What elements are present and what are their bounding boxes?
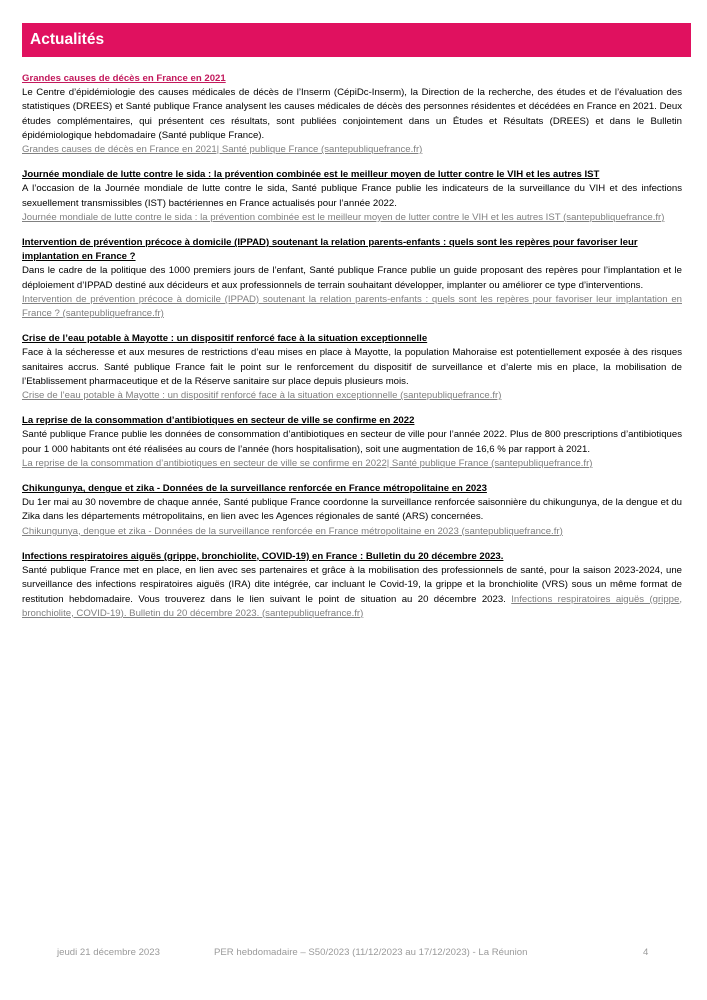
news-item <box>22 332 682 403</box>
news-item <box>22 482 682 539</box>
news-item-title: Journée mondiale de lutte contre le sida : la prévention combinée est le meilleur moyen de lutter contre le VIH et les autres IST <box>22 169 600 181</box>
news-item-title: Intervention de prévention précoce à domicile (IPPAD) soutenant la relation parents-enfants : quels sont les repères pour favoriser leur implantation en France ? <box>22 237 638 263</box>
page-number: 4 <box>643 947 649 958</box>
news-item-body: Du 1er mai au 30 novembre de chaque année, Santé publique France coordonne la surveillance renforcée saisonnière du chikungunya, de la dengue et du Zika dans les départements métropolitains, en lien avec les Agences régionales de santé (ARS) concernées. <box>22 497 682 523</box>
news-item-body: Le Centre d’épidémiologie des causes médicales de décès de l’Inserm (CépiDc-Inserm), la Direction de la recherche, des études et de l’évaluation des statistiques (DREES) et Santé publique France analysent les causes médicales de décès des personnes résidentes et décédées en France en 2021. Deux études complémentaires, qui présentent ces résultats, sont publiées conjointement dans un Études et Résultats (DREES) et dans le Bulletin épidémiologique hebdomadaire (Santé publique France). <box>22 87 682 141</box>
news-item-body-with-link <box>22 564 682 621</box>
news-list <box>22 72 682 632</box>
news-item-body: A l’occasion de la Journée mondiale de lutte contre le sida, Santé publique France publie les indicateurs de la surveillance du VIH et des infections sexuellement transmissibles (IST) bactériennes en France actualisés pour l’année 2022. <box>22 183 682 209</box>
news-item-title: Infections respiratoires aiguës (grippe, bronchiolite, COVID-19) en France : Bulletin du 20 décembre 2023. <box>22 550 504 562</box>
news-item-body: Face à la sécheresse et aux mesures de restrictions d’eau mises en place à Mayotte, la population Mahoraise est potentiellement exposée à des risques sanitaires accrus. Santé publique France fait le point sur le renforcement du dispositif de surveillance et d’alerte mis en place, la mobilisation de l’Etablissement pharmaceutique et de la Réserve sanitaire sur place depuis plusieurs mois. <box>22 347 682 387</box>
news-item-body: Santé publique France met en place, en lien avec ses partenaires et grâce à la mobilisation des professionnels de santé, pour la saison 2023-2024, une surveillance des infections respiratoires aiguës (IRA) dite intégrée, car incluant le Covid-19, la grippe et la bronchiolite (VRS) sous un même format de restitution hebdomadaire. Vous trouverez dans le lien suivant le point de situation au 20 décembre 2023. <box>22 565 682 605</box>
news-item-link[interactable]: Crise de l’eau potable à Mayotte : un dispositif renforcé face à la situation exceptionnelle (santepubliquefrance.fr) <box>22 390 502 402</box>
news-item-link[interactable]: La reprise de la consommation d’antibiotiques en secteur de ville se confirme en 2022| Santé publique France (santepubliquefrance.fr) <box>22 457 593 469</box>
news-item-link[interactable]: Journée mondiale de lutte contre le sida : la prévention combinée est le meilleur moyen de lutter contre le VIH et les autres IST (santepubliquefrance.fr) <box>22 211 665 223</box>
news-item-link[interactable]: Grandes causes de décès en France en 2021| Santé publique France (santepubliquefrance.fr) <box>22 144 423 156</box>
news-item-link[interactable]: Infections respiratoires aiguës (grippe, bronchiolite, COVID-19). Bulletin du 20 décembre 2023. (santepubliquefrance.fr) <box>22 593 682 619</box>
news-item-link[interactable]: Chikungunya, dengue et zika - Données de la surveillance renforcée en France métropolitaine en 2023 (santepubliquefrance.fr) <box>22 525 563 537</box>
news-item-link[interactable]: Intervention de prévention précoce à domicile (IPPAD) soutenant la relation parents-enfants : quels sont les repères pour favoriser leur implantation en France ? (santepubliquefrance.fr) <box>22 293 682 320</box>
section-title: Actualités <box>30 31 105 48</box>
news-item <box>22 168 682 225</box>
news-item-title: La reprise de la consommation d’antibiotiques en secteur de ville se confirme en 2022 <box>22 415 415 427</box>
section-header-band <box>22 23 691 57</box>
news-item <box>22 414 682 471</box>
news-item <box>22 72 682 157</box>
news-item-title: Crise de l’eau potable à Mayotte : un dispositif renforcé face à la situation exceptionnelle <box>22 333 428 345</box>
footer-report-info: PER hebdomadaire – S50/2023 (11/12/2023 au 17/12/2023) - La Réunion <box>214 947 528 958</box>
news-item-title: Chikungunya, dengue et zika - Données de la surveillance renforcée en France métropolitaine en 2023 <box>22 483 487 495</box>
page-footer <box>0 947 707 963</box>
news-item-title: Grandes causes de décès en France en 2021 <box>22 73 226 84</box>
news-item-body: Santé publique France publie les données de consommation d’antibiotiques en secteur de ville pour l’année 2022. Plus de 800 prescriptions d’antibiotiques pour 1 000 habitants ont été réalisées au cours de l’année (hors hospitalisation), soit une augmentation de 16,6 % par rapport à 2021. <box>22 429 682 455</box>
news-item <box>22 550 682 621</box>
footer-date: jeudi 21 décembre 2023 <box>57 947 160 958</box>
news-item <box>22 236 682 321</box>
news-item-body: Dans le cadre de la politique des 1000 premiers jours de l’enfant, Santé publique France publie un guide proposant des repères pour l’implantation et le déploiement d’IPPAD destiné aux décideurs et aux professionnels de terrain souhaitant développer, implanter ou améliorer ce type d’interventions. <box>22 265 682 291</box>
